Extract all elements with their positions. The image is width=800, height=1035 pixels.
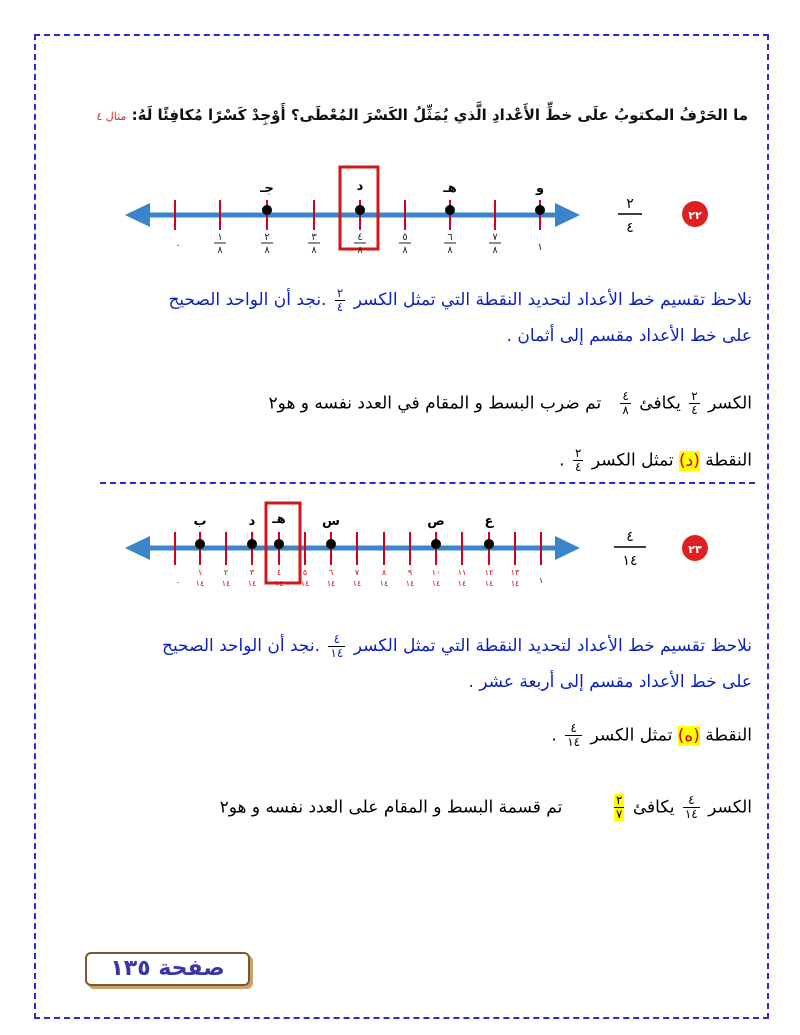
svg-text:٥: ٥ — [302, 568, 308, 577]
label-ha: هـ — [443, 181, 457, 196]
svg-text:٤: ٤ — [276, 568, 282, 577]
ex23-equivalence: الكسر $\frac{٤}{١٤}$ يكافئ $\frac{٢}{٧}$ تم قسمة البسط و المقام على العدد نفسه و هو٢ — [219, 793, 752, 821]
svg-text:٨: ٨ — [357, 245, 363, 256]
svg-text:٧: ٧ — [492, 232, 498, 243]
svg-text:١٤: ١٤ — [195, 579, 205, 588]
svg-text:١: ١ — [537, 242, 543, 253]
svg-text:٩: ٩ — [407, 568, 413, 577]
svg-text:٤: ٤ — [357, 232, 363, 243]
svg-text:١١: ١١ — [457, 568, 467, 577]
ex22-point-answer: النقطة (د) تمثل الكسر $\frac{٢}{٤}$ . — [559, 446, 752, 474]
svg-text:٨: ٨ — [447, 245, 453, 256]
svg-text:ص: ص — [427, 514, 445, 529]
svg-text:١٤: ١٤ — [484, 579, 494, 588]
ex23-explanation-line2: على خط الأعداد مقسم إلى أربعة عشر . — [468, 672, 752, 692]
svg-text:١٢: ١٢ — [484, 568, 494, 577]
svg-text:١٤: ١٤ — [247, 579, 257, 588]
svg-text:٣: ٣ — [311, 232, 317, 243]
page-number: صفحة ١٣٥ — [85, 952, 250, 986]
svg-text:١٤: ١٤ — [379, 579, 389, 588]
svg-text:١٤: ١٤ — [326, 579, 336, 588]
svg-text:٨: ٨ — [264, 245, 270, 256]
ex23-point-answer: النقطة (ه) تمثل الكسر $\frac{٤}{١٤}$ . — [551, 721, 752, 749]
svg-text:١٤: ١٤ — [221, 579, 231, 588]
svg-text:٢٣: ٢٣ — [688, 543, 702, 556]
svg-text:٨: ٨ — [381, 568, 387, 577]
question-text: ما الحَرْفُ المكتوبُ علَى خطِّ الأَعْدادِ الَّذي يُمَثِّلُ الكَسْرَ المُعْطَى؟ أَوْجِدْ كَسْرًا مُكافِئًا لَهُ: — [131, 106, 748, 124]
svg-text:١٤: ١٤ — [457, 579, 467, 588]
ex22-equivalence: الكسر $\frac{٢}{٤}$ يكافئ $\frac{٤}{٨}$ تم ضرب البسط و المقام في العدد نفسه و هو٢ — [268, 389, 752, 417]
svg-text:ع: ع — [484, 514, 494, 529]
svg-text:٥: ٥ — [402, 232, 408, 243]
svg-text:١٤: ١٤ — [510, 579, 520, 588]
example-reference: مثال ٤ — [96, 110, 127, 123]
svg-text:٢: ٢ — [223, 568, 229, 577]
svg-text:١٤: ١٤ — [431, 579, 441, 588]
svg-text:٢: ٢ — [626, 196, 634, 212]
svg-text:٢: ٢ — [264, 232, 270, 243]
ex22-explanation-line2: على خط الأعداد مقسم إلى أثمان . — [506, 326, 752, 346]
svg-text:د: د — [248, 514, 256, 529]
ex23-answer-letter: (ه) — [677, 725, 700, 746]
svg-text:١: ١ — [217, 232, 223, 243]
svg-text:١٤: ١٤ — [352, 579, 362, 588]
ex22-answer-letter: (د) — [679, 450, 700, 471]
svg-text:٨: ٨ — [217, 245, 223, 256]
svg-text:٤: ٤ — [626, 220, 634, 236]
svg-text:٢٢: ٢٢ — [688, 209, 702, 222]
label-waw: و — [535, 181, 545, 196]
svg-text:١٤: ١٤ — [405, 579, 415, 588]
svg-text:٦: ٦ — [447, 232, 453, 243]
ex23-explanation-line1: نلاحظ تقسيم خط الأعداد لتحديد النقطة التي تمثل الكسر $\frac{٤}{١٤}$ .نجد أن الواحد الصحيح — [162, 631, 752, 660]
label-dal: د — [356, 179, 364, 194]
ex22-explanation-line1: نلاحظ تقسيم خط الأعداد لتحديد النقطة التي تمثل الكسر $\frac{٢}{٤}$ .نجد أن الواحد الصحيح — [168, 285, 752, 314]
svg-text:٨: ٨ — [402, 245, 408, 256]
svg-text:١٠: ١٠ — [431, 568, 441, 577]
label-jeem: جـ — [260, 181, 274, 196]
svg-text:٦: ٦ — [328, 568, 334, 577]
svg-text:١: ١ — [197, 568, 203, 577]
svg-text:٣: ٣ — [249, 568, 255, 577]
svg-text:٧: ٧ — [354, 568, 360, 577]
svg-text:١٣: ١٣ — [510, 568, 520, 577]
svg-text:١٤: ١٤ — [300, 579, 310, 588]
svg-text:٨: ٨ — [311, 245, 317, 256]
svg-text:س: س — [322, 514, 340, 529]
svg-text:ب: ب — [193, 514, 207, 529]
svg-text:١٤: ١٤ — [622, 553, 638, 569]
svg-text:٤: ٤ — [626, 529, 634, 545]
svg-text:١: ١ — [538, 576, 544, 585]
svg-text:.: . — [176, 576, 180, 585]
svg-text:١٤: ١٤ — [274, 579, 284, 588]
svg-text:.: . — [176, 238, 180, 249]
svg-text:٨: ٨ — [492, 245, 498, 256]
svg-text:هـ: هـ — [272, 512, 286, 527]
